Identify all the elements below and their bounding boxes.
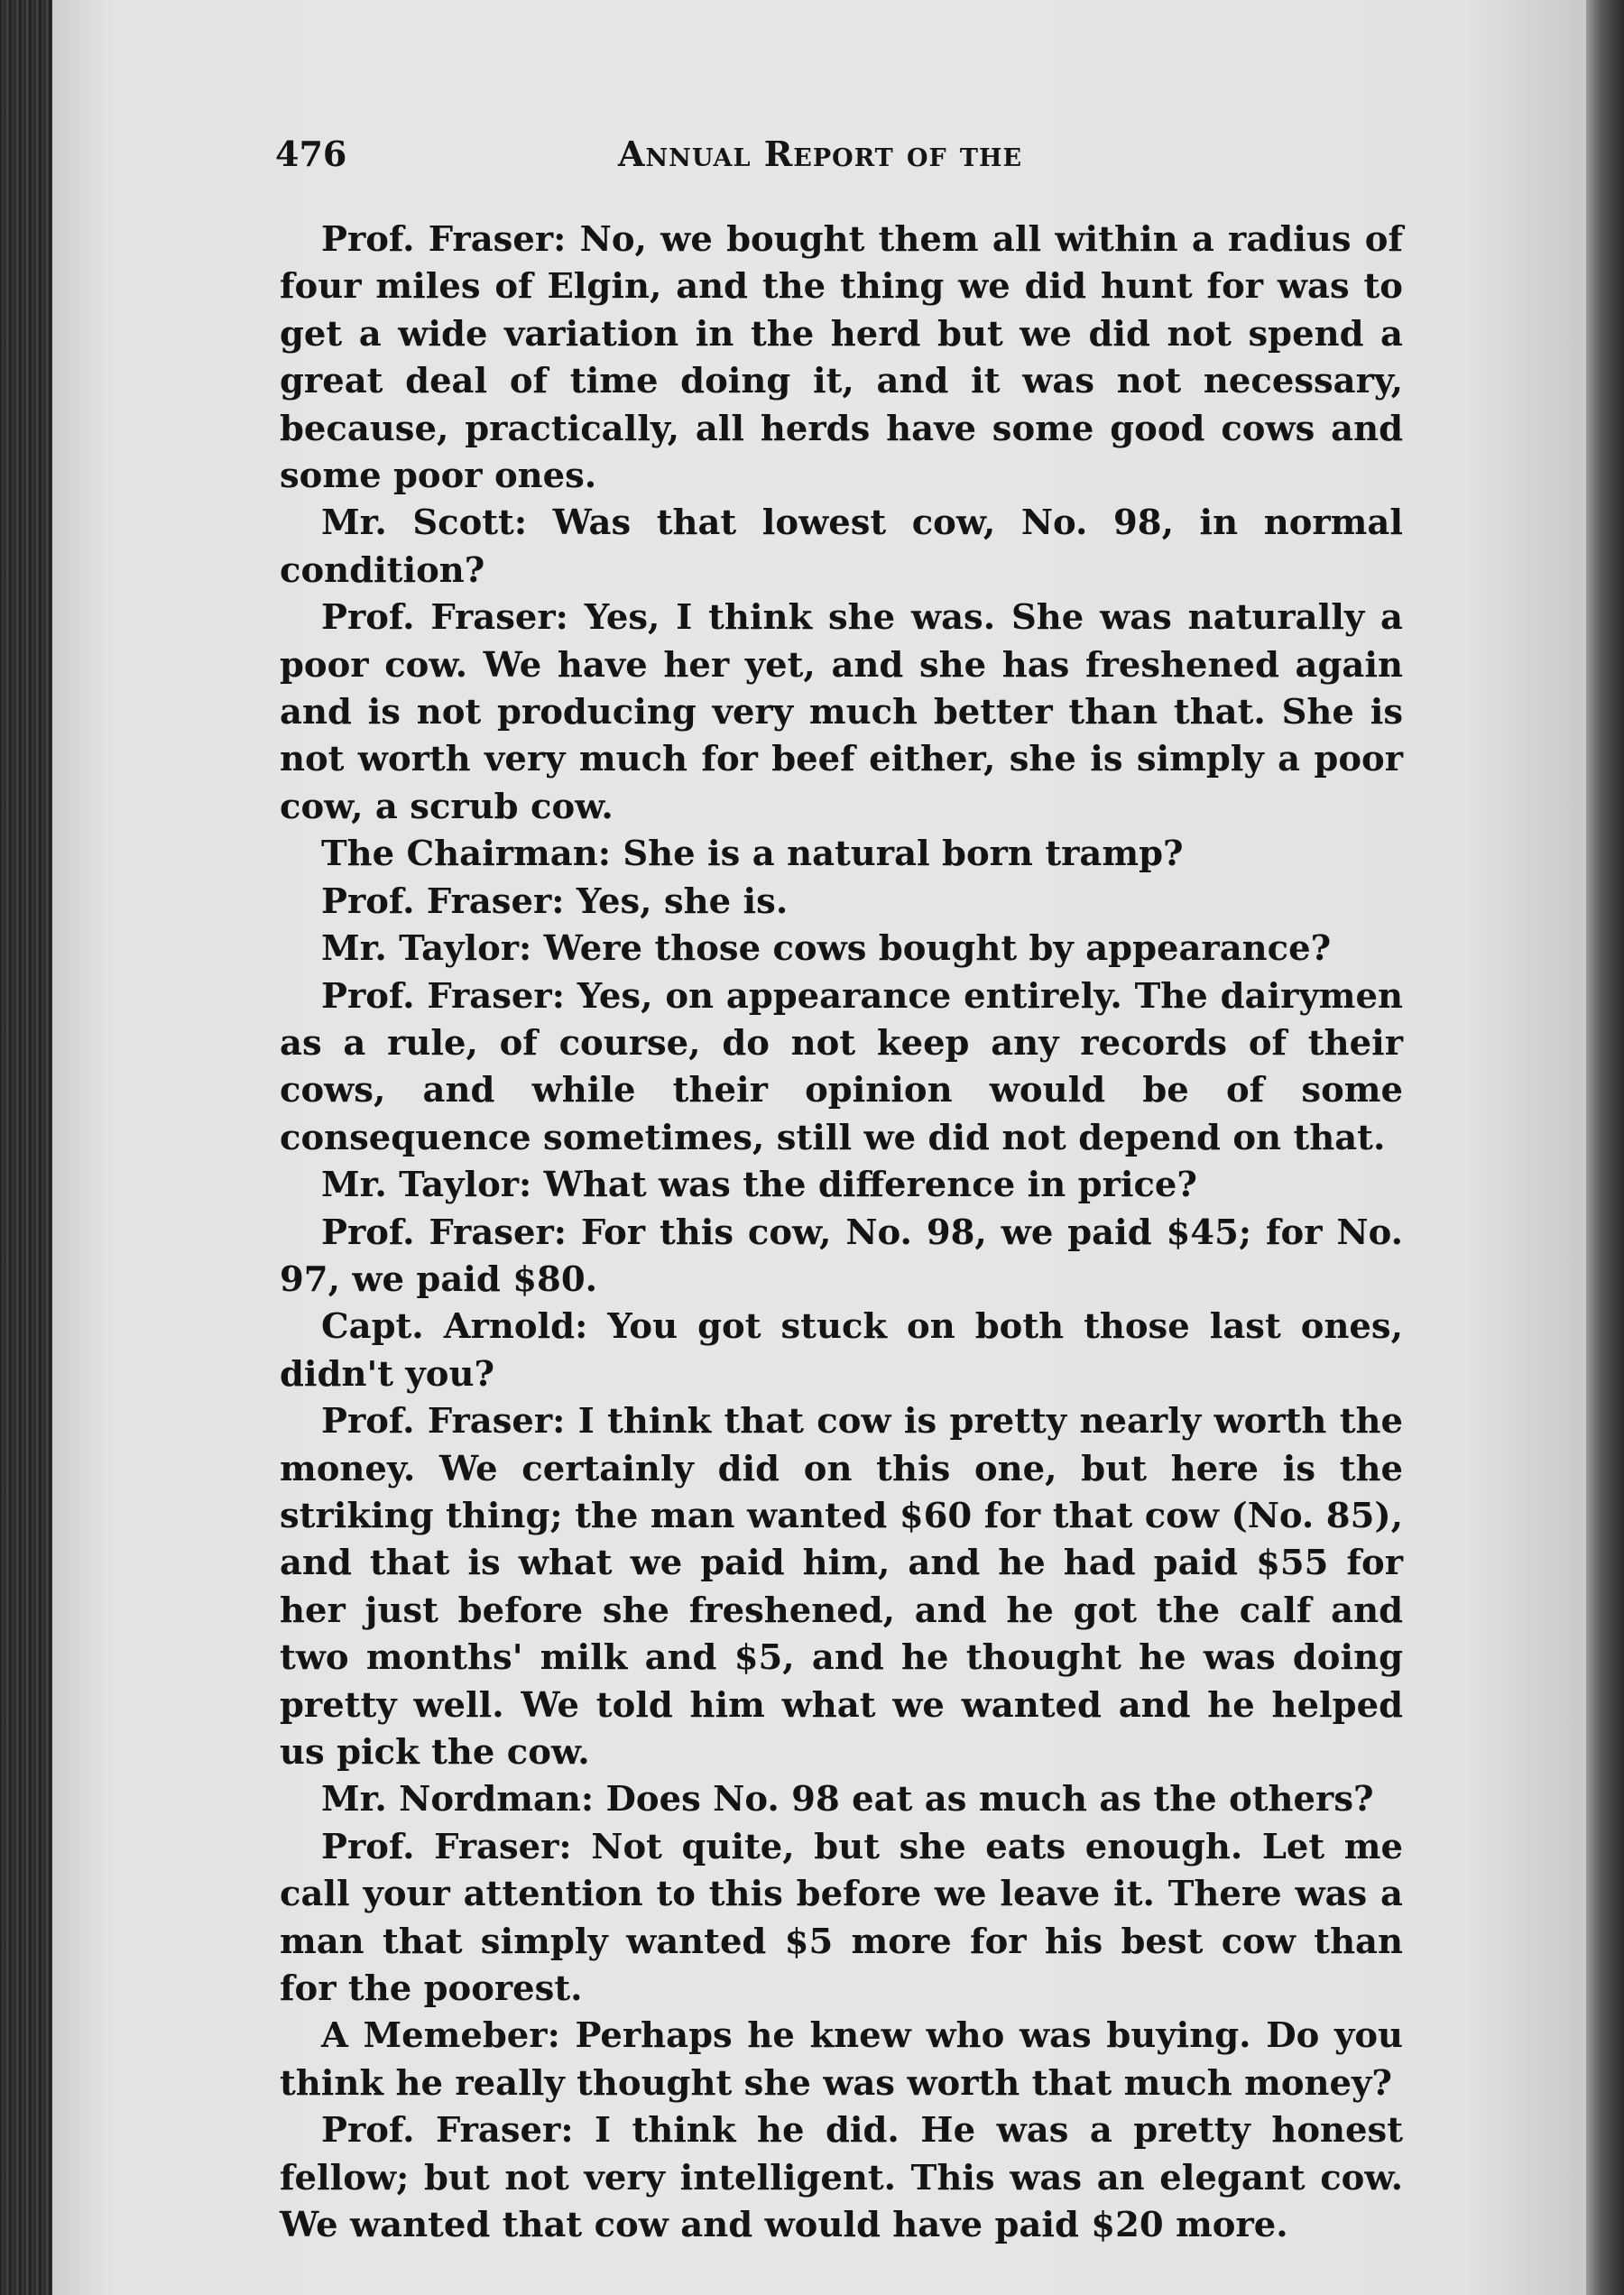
speech-text: Not quite, but she eats enough. Let me call your attention to this before we leave it. There was a man that simply wanted $5 more for his best cow than for the poorest. xyxy=(280,1826,1404,2010)
transcript-paragraph xyxy=(280,1824,1403,2014)
speaker-name: Prof. Fraser: xyxy=(321,1826,572,1867)
speech-text: Does No. 98 eat as much as the others? xyxy=(605,1779,1374,1820)
transcript-paragraph xyxy=(280,2107,1403,2249)
transcript-paragraph xyxy=(280,1398,1403,1776)
speech-text: Yes, I think she was. She was naturally a poor cow. We have her yet, and she has freshened again and is not producing very much better than that. She is not worth very much for beef either, she is simply a poor cow, a scrub cow. xyxy=(280,597,1403,827)
transcript-paragraph xyxy=(280,1162,1403,1209)
speaker-name: Mr. Nordman: xyxy=(321,1779,595,1820)
transcript-paragraph xyxy=(280,926,1403,972)
speaker-name: Prof. Fraser: xyxy=(321,975,565,1017)
speech-text: She is a natural born tramp? xyxy=(623,834,1184,875)
speaker-name: Prof. Fraser: xyxy=(321,2110,574,2152)
transcript-paragraph xyxy=(280,2013,1403,2107)
speech-text: You got stuck on both those last ones, didn't you? xyxy=(280,1306,1404,1395)
speech-text: For this cow, No. 98, we paid $45; for No. 97, we paid $80. xyxy=(280,1212,1403,1300)
speech-text: Yes, on appearance entirely. The dairymen as a rule, of course, do not keep any records of their cows, and while their opinion would be of some consequence sometimes, still we did not depend on that. xyxy=(280,975,1403,1158)
speaker-name: Prof. Fraser: xyxy=(321,1401,566,1442)
page-number: 476 xyxy=(275,134,347,174)
transcript-paragraph xyxy=(280,879,1403,926)
speaker-name: Mr. Taylor: xyxy=(321,1165,532,1206)
speech-text: Was that lowest cow, No. 98, in normal condition? xyxy=(280,502,1403,591)
transcript-paragraph xyxy=(280,1304,1403,1398)
page-edge-shadow xyxy=(1586,0,1624,2295)
speech-text: Perhaps he knew who was buying. Do you think he really thought she was worth that much money? xyxy=(280,2015,1404,2104)
transcript-paragraph xyxy=(280,217,1403,500)
transcript-paragraph xyxy=(280,831,1403,878)
speaker-name: A Memeber: xyxy=(321,2015,560,2057)
speaker-name: Mr. Scott: xyxy=(321,502,528,544)
transcript-paragraph xyxy=(280,594,1403,831)
speech-text: Yes, she is. xyxy=(576,880,789,922)
speaker-name: Prof. Fraser: xyxy=(321,219,567,260)
speaker-name: Mr. Taylor: xyxy=(321,928,532,970)
speech-text: I think that cow is pretty nearly worth the money. We certainly did on this one, but here is the striking thing; the man wanted $60 for that cow (No. 85), and that is what we paid him, and he had paid $55 for her just before she freshened, and he got the calf and two months' milk and $5, and he thought he was doing pretty well. We told him what we wanted and he helped us pick the cow. xyxy=(280,1401,1404,1773)
transcript-paragraph xyxy=(280,500,1403,594)
running-title: Annual Report of the xyxy=(618,134,1023,174)
book-binding xyxy=(0,0,54,2295)
transcript-paragraph xyxy=(280,1776,1403,1823)
transcript-paragraph xyxy=(280,1210,1403,1304)
speaker-name: Prof. Fraser: xyxy=(321,880,565,922)
speech-text: What was the difference in price? xyxy=(543,1165,1197,1206)
speaker-name: Prof. Fraser: xyxy=(321,1212,567,1253)
speech-text: Were those cows bought by appearance? xyxy=(543,928,1332,970)
transcript-paragraph xyxy=(280,973,1403,1163)
speech-text: No, we bought them all within a radius of four miles of Elgin, and the thing we did hunt for was to get a wide variation in the herd but we did not spend a great deal of time doing it, and it was not necessary, because, practically, all herds have some good cows and some poor ones. xyxy=(280,219,1404,497)
speaker-name: The Chairman: xyxy=(321,834,611,875)
speech-text: I think he did. He was a pretty honest fellow; but not very intelligent. This was an elegant cow. We wanted that cow and would have paid $20 more. xyxy=(280,2110,1403,2246)
page-header xyxy=(275,134,1403,188)
speaker-name: Prof. Fraser: xyxy=(321,597,568,639)
speaker-name: Capt. Arnold: xyxy=(321,1306,588,1348)
transcript-body xyxy=(280,217,1403,2249)
